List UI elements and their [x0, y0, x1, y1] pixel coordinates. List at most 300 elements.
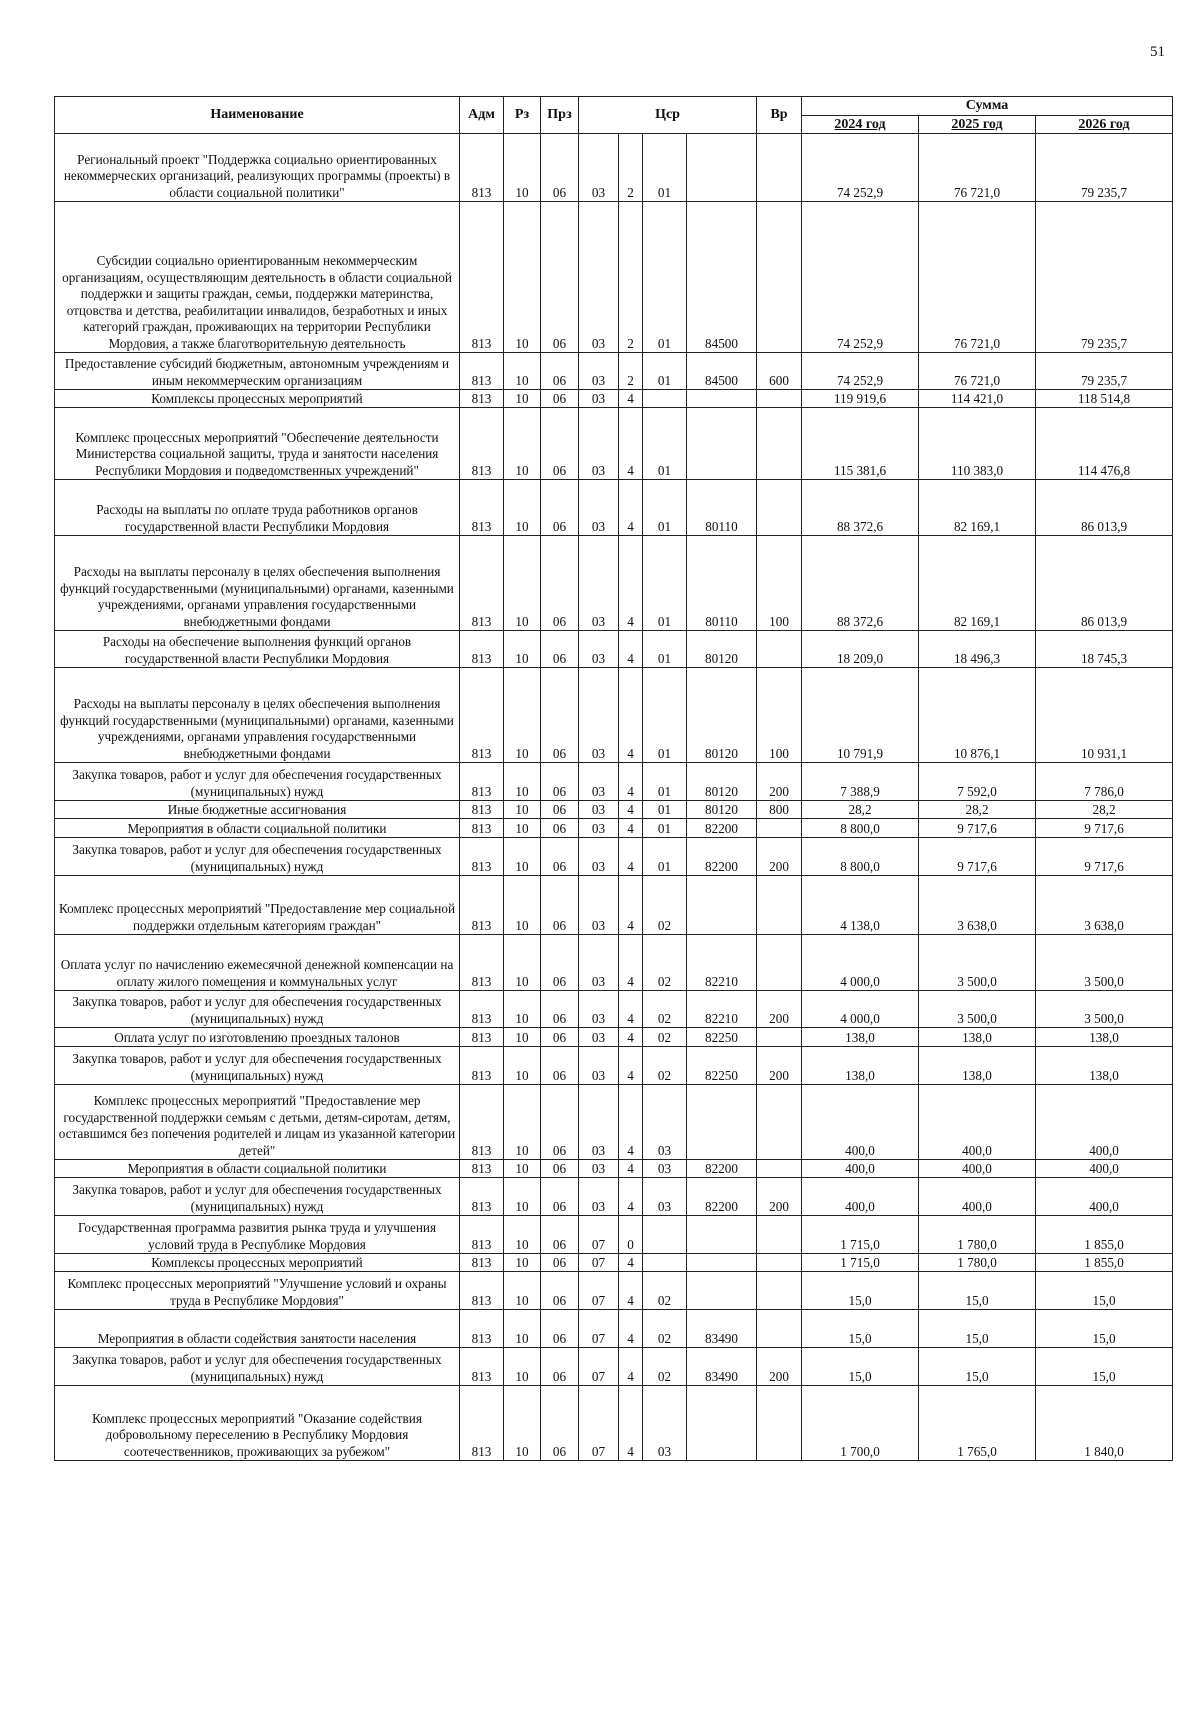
- cell-sum-2026: 79 235,7: [1036, 353, 1173, 390]
- cell-vr: 200: [757, 838, 802, 876]
- table-row: [55, 1028, 1173, 1047]
- cell-sum-2025: 1 765,0: [919, 1386, 1036, 1461]
- cell-prz: 06: [541, 1254, 579, 1272]
- cell-sum-2024: 88 372,6: [802, 480, 919, 536]
- header-name: Наименование: [55, 97, 460, 134]
- cell-csr-structure: 02: [643, 1028, 687, 1047]
- cell-adm: 813: [460, 819, 504, 838]
- cell-csr-direction: 83490: [687, 1348, 757, 1386]
- cell-csr-direction: [687, 1216, 757, 1254]
- cell-sum-2025: 82 169,1: [919, 536, 1036, 631]
- cell-sum-2025: 400,0: [919, 1160, 1036, 1178]
- cell-vr: [757, 1386, 802, 1461]
- cell-sum-2026: 86 013,9: [1036, 480, 1173, 536]
- cell-csr-type: 0: [619, 1216, 643, 1254]
- cell-csr-program: 03: [579, 876, 619, 935]
- cell-adm: 813: [460, 876, 504, 935]
- table-row: [55, 1216, 1173, 1254]
- cell-csr-direction: 80120: [687, 763, 757, 801]
- cell-csr-structure: 03: [643, 1386, 687, 1461]
- cell-vr: 200: [757, 1348, 802, 1386]
- cell-csr-program: 03: [579, 1085, 619, 1160]
- cell-rz: 10: [504, 1386, 541, 1461]
- cell-sum-2024: 400,0: [802, 1160, 919, 1178]
- cell-sum-2024: 1 715,0: [802, 1216, 919, 1254]
- cell-adm: 813: [460, 838, 504, 876]
- cell-rz: 10: [504, 819, 541, 838]
- cell-csr-direction: 82200: [687, 838, 757, 876]
- cell-sum-2025: 7 592,0: [919, 763, 1036, 801]
- cell-csr-type: 2: [619, 202, 643, 353]
- cell-name: Закупка товаров, работ и услуг для обеспечения государственных (муниципальных) нужд: [55, 991, 460, 1028]
- cell-vr: 800: [757, 801, 802, 819]
- cell-csr-type: 4: [619, 631, 643, 668]
- cell-sum-2024: 115 381,6: [802, 408, 919, 480]
- cell-vr: [757, 1254, 802, 1272]
- cell-csr-structure: 03: [643, 1085, 687, 1160]
- cell-csr-type: 4: [619, 536, 643, 631]
- cell-sum-2025: 110 383,0: [919, 408, 1036, 480]
- cell-adm: 813: [460, 202, 504, 353]
- cell-sum-2024: 400,0: [802, 1085, 919, 1160]
- cell-csr-structure: 01: [643, 838, 687, 876]
- cell-name: Иные бюджетные ассигнования: [55, 801, 460, 819]
- cell-vr: 200: [757, 991, 802, 1028]
- cell-rz: 10: [504, 1028, 541, 1047]
- cell-csr-program: 03: [579, 1178, 619, 1216]
- cell-sum-2026: 86 013,9: [1036, 536, 1173, 631]
- table-row: [55, 536, 1173, 631]
- cell-sum-2024: 4 000,0: [802, 935, 919, 991]
- cell-rz: 10: [504, 1216, 541, 1254]
- cell-csr-type: 4: [619, 1310, 643, 1348]
- cell-csr-type: 4: [619, 1386, 643, 1461]
- cell-csr-type: 4: [619, 991, 643, 1028]
- cell-csr-direction: 82200: [687, 819, 757, 838]
- cell-csr-direction: 82200: [687, 1178, 757, 1216]
- cell-sum-2024: 74 252,9: [802, 134, 919, 202]
- cell-csr-program: 03: [579, 1028, 619, 1047]
- table-row: [55, 202, 1173, 353]
- cell-adm: 813: [460, 1028, 504, 1047]
- cell-sum-2026: 15,0: [1036, 1348, 1173, 1386]
- cell-csr-type: 4: [619, 763, 643, 801]
- cell-csr-structure: 02: [643, 1272, 687, 1310]
- cell-prz: 06: [541, 838, 579, 876]
- cell-csr-program: 03: [579, 536, 619, 631]
- cell-vr: [757, 390, 802, 408]
- cell-prz: 06: [541, 480, 579, 536]
- cell-csr-program: 03: [579, 763, 619, 801]
- cell-csr-program: 03: [579, 1160, 619, 1178]
- cell-adm: 813: [460, 1178, 504, 1216]
- cell-vr: [757, 819, 802, 838]
- cell-prz: 06: [541, 1348, 579, 1386]
- cell-csr-program: 03: [579, 838, 619, 876]
- cell-csr-type: 4: [619, 935, 643, 991]
- cell-csr-direction: [687, 1085, 757, 1160]
- cell-csr-program: 07: [579, 1310, 619, 1348]
- cell-rz: 10: [504, 353, 541, 390]
- table-row: [55, 1160, 1173, 1178]
- cell-sum-2026: 15,0: [1036, 1310, 1173, 1348]
- cell-rz: 10: [504, 1047, 541, 1085]
- table-row: [55, 134, 1173, 202]
- table-row: [55, 1310, 1173, 1348]
- cell-csr-type: 4: [619, 390, 643, 408]
- cell-rz: 10: [504, 1254, 541, 1272]
- cell-csr-program: 07: [579, 1272, 619, 1310]
- cell-name: Комплекс процессных мероприятий "Предоставление мер социальной поддержки отдельным категориям граждан": [55, 876, 460, 935]
- cell-name: Региональный проект "Поддержка социально ориентированных некоммерческих организаций, реализующих программы (проекты) в области социальной политики": [55, 134, 460, 202]
- cell-csr-type: 2: [619, 134, 643, 202]
- cell-sum-2026: 400,0: [1036, 1178, 1173, 1216]
- cell-sum-2026: 1 855,0: [1036, 1216, 1173, 1254]
- cell-sum-2024: 74 252,9: [802, 202, 919, 353]
- cell-csr-direction: 80110: [687, 536, 757, 631]
- cell-sum-2025: 76 721,0: [919, 134, 1036, 202]
- cell-sum-2026: 28,2: [1036, 801, 1173, 819]
- cell-sum-2024: 138,0: [802, 1028, 919, 1047]
- cell-sum-2024: 74 252,9: [802, 353, 919, 390]
- cell-sum-2026: 118 514,8: [1036, 390, 1173, 408]
- cell-csr-direction: 82210: [687, 991, 757, 1028]
- cell-adm: 813: [460, 1085, 504, 1160]
- cell-sum-2024: 15,0: [802, 1272, 919, 1310]
- table-row: [55, 631, 1173, 668]
- cell-prz: 06: [541, 1047, 579, 1085]
- cell-sum-2024: 1 715,0: [802, 1254, 919, 1272]
- cell-sum-2025: 9 717,6: [919, 838, 1036, 876]
- cell-vr: [757, 631, 802, 668]
- cell-sum-2026: 3 500,0: [1036, 991, 1173, 1028]
- cell-csr-structure: 01: [643, 536, 687, 631]
- cell-sum-2026: 9 717,6: [1036, 819, 1173, 838]
- cell-sum-2024: 18 209,0: [802, 631, 919, 668]
- cell-vr: 600: [757, 353, 802, 390]
- cell-sum-2026: 10 931,1: [1036, 668, 1173, 763]
- cell-sum-2026: 1 840,0: [1036, 1386, 1173, 1461]
- cell-sum-2025: 3 638,0: [919, 876, 1036, 935]
- table-row: [55, 991, 1173, 1028]
- cell-csr-type: 4: [619, 838, 643, 876]
- cell-adm: 813: [460, 1216, 504, 1254]
- cell-rz: 10: [504, 838, 541, 876]
- cell-vr: 200: [757, 1178, 802, 1216]
- cell-name: Оплата услуг по начислению ежемесячной денежной компенсации на оплату жилого помещения и коммунальных услуг: [55, 935, 460, 991]
- cell-rz: 10: [504, 991, 541, 1028]
- cell-csr-structure: 01: [643, 134, 687, 202]
- cell-sum-2025: 114 421,0: [919, 390, 1036, 408]
- cell-csr-type: 4: [619, 480, 643, 536]
- cell-csr-direction: [687, 390, 757, 408]
- cell-csr-program: 03: [579, 408, 619, 480]
- cell-csr-type: 4: [619, 801, 643, 819]
- cell-csr-program: 03: [579, 480, 619, 536]
- cell-csr-structure: 01: [643, 631, 687, 668]
- cell-sum-2024: 8 800,0: [802, 838, 919, 876]
- cell-vr: [757, 876, 802, 935]
- cell-sum-2026: 400,0: [1036, 1085, 1173, 1160]
- cell-sum-2026: 3 638,0: [1036, 876, 1173, 935]
- cell-vr: 200: [757, 1047, 802, 1085]
- cell-sum-2026: 9 717,6: [1036, 838, 1173, 876]
- cell-sum-2025: 15,0: [919, 1272, 1036, 1310]
- table-row: [55, 408, 1173, 480]
- cell-adm: 813: [460, 1310, 504, 1348]
- cell-adm: 813: [460, 134, 504, 202]
- cell-name: Государственная программа развития рынка труда и улучшения условий труда в Республике Мордовия: [55, 1216, 460, 1254]
- cell-name: Комплекс процессных мероприятий "Предоставление мер государственной поддержки семьям с детьми, детям-сиротам, детям, оставшимся без попечения родителей и лицам из указанной категории детей": [55, 1085, 460, 1160]
- cell-csr-structure: 02: [643, 876, 687, 935]
- cell-csr-direction: 82200: [687, 1160, 757, 1178]
- cell-name: Комплексы процессных мероприятий: [55, 1254, 460, 1272]
- cell-csr-program: 03: [579, 819, 619, 838]
- cell-sum-2025: 3 500,0: [919, 935, 1036, 991]
- cell-adm: 813: [460, 631, 504, 668]
- cell-csr-direction: 83490: [687, 1310, 757, 1348]
- cell-name: Оплата услуг по изготовлению проездных талонов: [55, 1028, 460, 1047]
- cell-rz: 10: [504, 763, 541, 801]
- table-row: [55, 935, 1173, 991]
- cell-vr: 100: [757, 668, 802, 763]
- cell-csr-structure: 01: [643, 202, 687, 353]
- cell-prz: 06: [541, 408, 579, 480]
- budget-table: [54, 96, 1173, 1461]
- cell-sum-2026: 79 235,7: [1036, 134, 1173, 202]
- cell-csr-type: 4: [619, 1178, 643, 1216]
- cell-csr-program: 07: [579, 1216, 619, 1254]
- table-row: [55, 876, 1173, 935]
- cell-prz: 06: [541, 935, 579, 991]
- cell-prz: 06: [541, 631, 579, 668]
- cell-csr-program: 07: [579, 1386, 619, 1461]
- cell-sum-2026: 138,0: [1036, 1047, 1173, 1085]
- cell-csr-direction: 80110: [687, 480, 757, 536]
- cell-sum-2025: 76 721,0: [919, 202, 1036, 353]
- cell-adm: 813: [460, 763, 504, 801]
- cell-name: Мероприятия в области социальной политики: [55, 1160, 460, 1178]
- cell-csr-type: 2: [619, 353, 643, 390]
- header-prz: Прз: [541, 97, 579, 134]
- cell-sum-2025: 15,0: [919, 1310, 1036, 1348]
- cell-csr-direction: 84500: [687, 202, 757, 353]
- cell-adm: 813: [460, 480, 504, 536]
- cell-csr-direction: 80120: [687, 668, 757, 763]
- cell-csr-direction: [687, 1254, 757, 1272]
- table-row: [55, 1178, 1173, 1216]
- cell-sum-2025: 10 876,1: [919, 668, 1036, 763]
- cell-csr-structure: 03: [643, 1178, 687, 1216]
- cell-prz: 06: [541, 134, 579, 202]
- table-row: [55, 1047, 1173, 1085]
- cell-csr-type: 4: [619, 408, 643, 480]
- cell-adm: 813: [460, 536, 504, 631]
- cell-csr-type: 4: [619, 1047, 643, 1085]
- cell-vr: [757, 480, 802, 536]
- cell-csr-program: 03: [579, 1047, 619, 1085]
- cell-name: Мероприятия в области содействия занятости населения: [55, 1310, 460, 1348]
- cell-sum-2024: 7 388,9: [802, 763, 919, 801]
- cell-adm: 813: [460, 1348, 504, 1386]
- cell-name: Закупка товаров, работ и услуг для обеспечения государственных (муниципальных) нужд: [55, 1348, 460, 1386]
- cell-sum-2024: 138,0: [802, 1047, 919, 1085]
- cell-sum-2024: 4 138,0: [802, 876, 919, 935]
- cell-name: Мероприятия в области социальной политики: [55, 819, 460, 838]
- table-row: [55, 668, 1173, 763]
- cell-prz: 06: [541, 536, 579, 631]
- cell-csr-structure: 01: [643, 353, 687, 390]
- cell-rz: 10: [504, 1160, 541, 1178]
- cell-name: Расходы на выплаты персоналу в целях обеспечения выполнения функций государственными (муниципальными) органами, казенными учреждениями, органами управления государственными внебюджетными фондами: [55, 668, 460, 763]
- cell-csr-type: 4: [619, 876, 643, 935]
- cell-sum-2026: 1 855,0: [1036, 1254, 1173, 1272]
- table-row: [55, 1272, 1173, 1310]
- cell-sum-2024: 15,0: [802, 1348, 919, 1386]
- cell-name: Закупка товаров, работ и услуг для обеспечения государственных (муниципальных) нужд: [55, 763, 460, 801]
- cell-name: Комплекс процессных мероприятий "Улучшение условий и охраны труда в Республике Мордовия": [55, 1272, 460, 1310]
- cell-csr-structure: 01: [643, 408, 687, 480]
- cell-adm: 813: [460, 668, 504, 763]
- cell-sum-2024: 88 372,6: [802, 536, 919, 631]
- table-row: [55, 353, 1173, 390]
- cell-prz: 06: [541, 390, 579, 408]
- cell-adm: 813: [460, 408, 504, 480]
- cell-sum-2024: 8 800,0: [802, 819, 919, 838]
- table-row: [55, 480, 1173, 536]
- table-row: [55, 390, 1173, 408]
- cell-csr-structure: 02: [643, 1348, 687, 1386]
- cell-name: Закупка товаров, работ и услуг для обеспечения государственных (муниципальных) нужд: [55, 1047, 460, 1085]
- cell-csr-direction: [687, 1272, 757, 1310]
- cell-name: Закупка товаров, работ и услуг для обеспечения государственных (муниципальных) нужд: [55, 1178, 460, 1216]
- cell-rz: 10: [504, 876, 541, 935]
- cell-csr-type: 4: [619, 668, 643, 763]
- cell-csr-structure: [643, 390, 687, 408]
- cell-csr-program: 03: [579, 801, 619, 819]
- cell-prz: 06: [541, 1216, 579, 1254]
- cell-csr-type: 4: [619, 1272, 643, 1310]
- cell-csr-type: 4: [619, 1085, 643, 1160]
- cell-rz: 10: [504, 668, 541, 763]
- cell-csr-structure: 02: [643, 935, 687, 991]
- header-year-2024: 2024 год: [802, 115, 919, 134]
- header-year-2025: 2025 год: [919, 115, 1036, 134]
- cell-adm: 813: [460, 1272, 504, 1310]
- cell-rz: 10: [504, 1272, 541, 1310]
- cell-csr-program: 03: [579, 991, 619, 1028]
- cell-sum-2024: 400,0: [802, 1178, 919, 1216]
- table-row: [55, 1254, 1173, 1272]
- cell-csr-structure: 01: [643, 763, 687, 801]
- table-row: [55, 1348, 1173, 1386]
- cell-rz: 10: [504, 1348, 541, 1386]
- cell-csr-type: 4: [619, 1254, 643, 1272]
- cell-prz: 06: [541, 1160, 579, 1178]
- cell-csr-direction: 80120: [687, 631, 757, 668]
- cell-adm: 813: [460, 991, 504, 1028]
- header-adm: Адм: [460, 97, 504, 134]
- cell-sum-2024: 1 700,0: [802, 1386, 919, 1461]
- cell-csr-direction: [687, 134, 757, 202]
- cell-csr-direction: 82210: [687, 935, 757, 991]
- cell-prz: 06: [541, 1310, 579, 1348]
- cell-csr-structure: 02: [643, 1047, 687, 1085]
- header-sum: Сумма: [802, 97, 1173, 116]
- cell-prz: 06: [541, 819, 579, 838]
- cell-vr: [757, 1272, 802, 1310]
- cell-csr-structure: 01: [643, 668, 687, 763]
- cell-csr-direction: [687, 408, 757, 480]
- cell-rz: 10: [504, 1178, 541, 1216]
- cell-csr-type: 4: [619, 819, 643, 838]
- cell-name: Расходы на выплаты по оплате труда работников органов государственной власти Республики Мордовия: [55, 480, 460, 536]
- cell-rz: 10: [504, 536, 541, 631]
- cell-csr-direction: 82250: [687, 1047, 757, 1085]
- cell-name: Комплекс процессных мероприятий "Оказание содействия добровольному переселению в Республику Мордовия соотечественников, проживающих за рубежом": [55, 1386, 460, 1461]
- cell-prz: 06: [541, 763, 579, 801]
- cell-sum-2025: 1 780,0: [919, 1216, 1036, 1254]
- cell-vr: 200: [757, 763, 802, 801]
- table-row: [55, 838, 1173, 876]
- cell-csr-structure: 03: [643, 1160, 687, 1178]
- cell-csr-type: 4: [619, 1160, 643, 1178]
- table-row: [55, 1085, 1173, 1160]
- cell-csr-direction: [687, 1386, 757, 1461]
- cell-sum-2026: 79 235,7: [1036, 202, 1173, 353]
- cell-csr-structure: [643, 1216, 687, 1254]
- cell-prz: 06: [541, 1085, 579, 1160]
- cell-vr: [757, 935, 802, 991]
- cell-csr-type: 4: [619, 1028, 643, 1047]
- cell-prz: 06: [541, 801, 579, 819]
- cell-sum-2024: 15,0: [802, 1310, 919, 1348]
- cell-sum-2025: 15,0: [919, 1348, 1036, 1386]
- cell-csr-direction: 82250: [687, 1028, 757, 1047]
- cell-csr-structure: 01: [643, 480, 687, 536]
- cell-prz: 06: [541, 668, 579, 763]
- header-year-2026: 2026 год: [1036, 115, 1173, 134]
- cell-prz: 06: [541, 1028, 579, 1047]
- cell-prz: 06: [541, 1272, 579, 1310]
- cell-name: Закупка товаров, работ и услуг для обеспечения государственных (муниципальных) нужд: [55, 838, 460, 876]
- cell-adm: 813: [460, 1254, 504, 1272]
- cell-sum-2025: 9 717,6: [919, 819, 1036, 838]
- cell-name: Комплексы процессных мероприятий: [55, 390, 460, 408]
- cell-name: Расходы на обеспечение выполнения функций органов государственной власти Республики Мордовия: [55, 631, 460, 668]
- cell-rz: 10: [504, 390, 541, 408]
- cell-sum-2025: 138,0: [919, 1047, 1036, 1085]
- cell-vr: [757, 1160, 802, 1178]
- cell-adm: 813: [460, 935, 504, 991]
- cell-rz: 10: [504, 480, 541, 536]
- cell-rz: 10: [504, 408, 541, 480]
- cell-prz: 06: [541, 1178, 579, 1216]
- cell-rz: 10: [504, 1085, 541, 1160]
- cell-sum-2024: 10 791,9: [802, 668, 919, 763]
- cell-csr-program: 03: [579, 353, 619, 390]
- cell-csr-program: 03: [579, 631, 619, 668]
- cell-rz: 10: [504, 631, 541, 668]
- cell-csr-structure: [643, 1254, 687, 1272]
- cell-sum-2025: 3 500,0: [919, 991, 1036, 1028]
- cell-sum-2026: 3 500,0: [1036, 935, 1173, 991]
- cell-csr-program: 03: [579, 390, 619, 408]
- cell-adm: 813: [460, 1047, 504, 1085]
- cell-sum-2026: 114 476,8: [1036, 408, 1173, 480]
- header-vr: Вр: [757, 97, 802, 134]
- cell-vr: [757, 408, 802, 480]
